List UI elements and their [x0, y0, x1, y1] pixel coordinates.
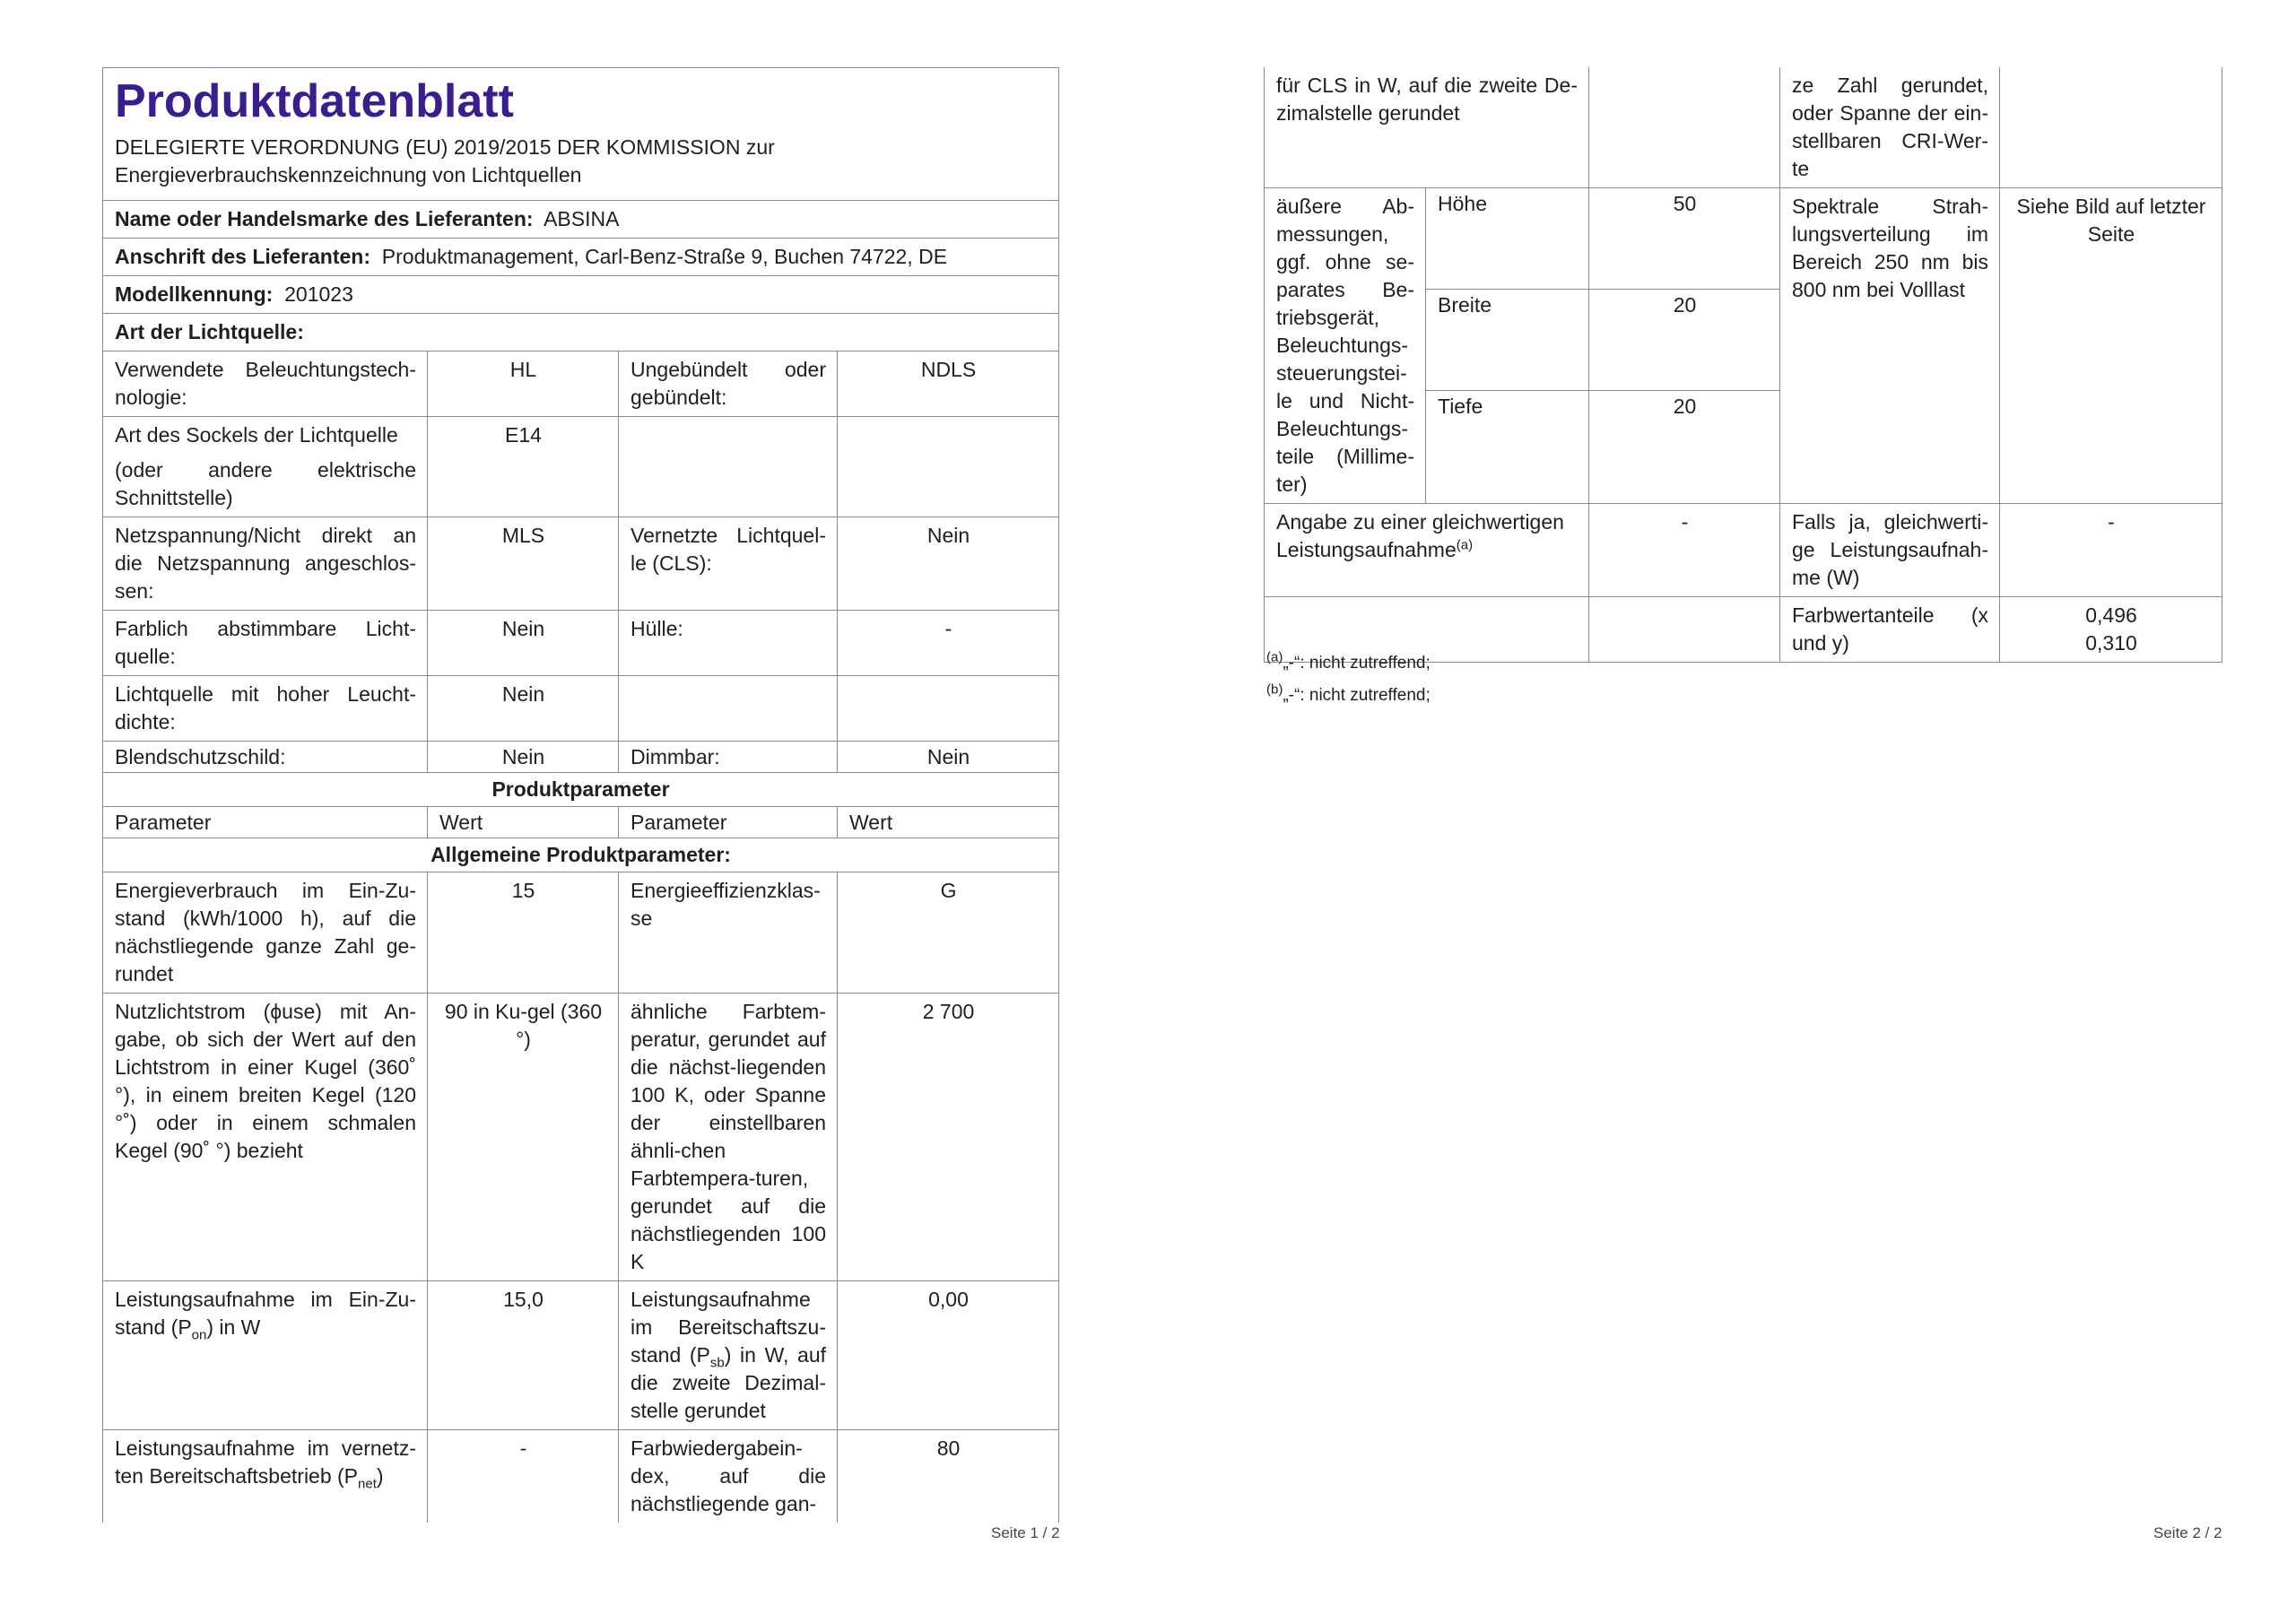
on-mode-power-value: 15,0	[428, 1281, 619, 1430]
dimmable-value: Nein	[838, 742, 1059, 773]
empty-cell	[1589, 67, 1780, 188]
efficiency-class-value: G	[838, 872, 1059, 994]
standby-power-value: 0,00	[838, 1281, 1059, 1430]
empty-cell	[838, 417, 1059, 517]
page-2	[1148, 0, 2296, 1623]
networked-standby-power-label: Leistungsaufnahme im vernetz-ten Bereitschaftsbetrieb $(P_{net})$	[103, 1430, 428, 1523]
equivalent-power-label: Angabe zu einer gleichwertigen Leistungsaufnahme$^{(a)}$	[1265, 504, 1589, 597]
networked-standby-continued: für CLS in W, auf die zweite De-zimalstelle gerundet	[1265, 67, 1589, 188]
dimmable-label: Dimmbar:	[619, 742, 838, 773]
luminous-flux-value: 90 in Ku-gel (360 °)	[428, 994, 619, 1281]
mains-value: MLS	[428, 517, 619, 611]
chromaticity-value	[2000, 597, 2222, 663]
energy-consumption-value: 15	[428, 872, 619, 994]
envelope-label: Hülle:	[619, 611, 838, 676]
luminous-flux-label: Nutzlichtstrom (ϕuse) mit An-gabe, ob sich der Wert auf den Lichtstrom in einer Kugel (360˚ °), in einem breiten Kegel (120 °˚) oder in einem schmalen Kegel (90˚ °) bezieht	[103, 994, 428, 1281]
colour-temperature-label: ähnliche Farbtem-peratur, gerundet auf die nächst-liegenden 100 K, oder Spanne der einstellbaren ähnli-chen Farbtempera-turen, gerundet auf die nächstliegenden 100 K	[619, 994, 838, 1281]
column-header-parameter: Parameter	[103, 807, 428, 838]
equivalent-power-watt-label: Falls ja, gleichwerti-ge Leistungsaufnah-me (W)	[1780, 504, 2000, 597]
supplier-address-value: Produktmanagement, Carl-Benz-Straße 9, Buchen 74722, DE	[381, 245, 948, 268]
width-value: 20	[1589, 290, 1780, 391]
envelope-value: -	[838, 611, 1059, 676]
spectral-distribution-value: Siehe Bild auf letzter Seite	[2000, 188, 2222, 504]
page-title: Produktdatenblatt	[115, 75, 514, 127]
supplier-address-row	[103, 239, 1059, 276]
cri-value: 80	[838, 1430, 1059, 1523]
on-mode-power-label: Leistungsaufnahme im Ein-Zu-stand $(P_{on})$ in W	[103, 1281, 428, 1430]
footnotes	[1266, 647, 1431, 712]
anti-glare-value: Nein	[428, 742, 619, 773]
depth-value: 20	[1589, 391, 1780, 504]
light-source-type-label: Art der Lichtquelle:	[103, 314, 1059, 352]
general-params-heading: Allgemeine Produktparameter:	[103, 838, 1059, 872]
standby-power-label: Leistungsaufnahme im Bereitschaftszu-stand $(P_{sb})$ in W, auf die zweite Dezimal-stelle gerundet	[619, 1281, 838, 1430]
energy-consumption-label: Energieverbrauch im Ein-Zu-stand (kWh/1000 h), auf die nächstliegende ganze Zahl ge-rundet	[103, 872, 428, 994]
page-number: Seite 1 / 2	[991, 1524, 1060, 1541]
model-value: 201023	[284, 282, 353, 306]
empty-cell	[619, 417, 838, 517]
regulation-subtitle: DELEGIERTE VERORDNUNG (EU) 2019/2015 DER KOMMISSION zur Energieverbrauchskennzeichnung von Lichtquellen	[115, 135, 775, 187]
cls-value: Nein	[838, 517, 1059, 611]
technology-label: Verwendete Beleuchtungstech-nologie:	[103, 352, 428, 417]
column-header-value: Wert	[428, 807, 619, 838]
width-label: Breite	[1426, 290, 1589, 391]
supplier-name-value: ABSINA	[544, 207, 620, 230]
cls-label: Vernetzte Lichtquel-le (CLS):	[619, 517, 838, 611]
supplier-address-label: Anschrift des Lieferanten:	[115, 245, 370, 268]
cap-label-cell	[103, 417, 428, 517]
chromaticity-y: 0,310	[2085, 631, 2137, 655]
depth-label: Tiefe	[1426, 391, 1589, 504]
tunable-label: Farblich abstimmbare Licht-quelle:	[103, 611, 428, 676]
cap-label-line-2: (oder andere elektrische Schnittstelle)	[115, 458, 416, 509]
cap-value: E14	[428, 417, 619, 517]
model-row	[103, 276, 1059, 314]
product-data-table-page-2	[1264, 67, 2222, 663]
anti-glare-label: Blendschutzschild:	[103, 742, 428, 773]
supplier-name-row	[103, 201, 1059, 239]
cri-continued: ze Zahl gerundet, oder Spanne der ein-stellbaren CRI-Wer-te	[1780, 67, 2000, 188]
header-cell	[103, 68, 1059, 201]
empty-cell	[1589, 597, 1780, 663]
footnote-a: $^{(a)}$„-“: nicht zutreffend;	[1266, 649, 1431, 673]
equivalent-power-claim-value: -	[1589, 504, 1780, 597]
cap-label-line-1: Art des Sockels der Lichtquelle	[115, 423, 398, 447]
tunable-value: Nein	[428, 611, 619, 676]
mains-label: Netzspannung/Nicht direkt an die Netzspannung angeschlos-sen:	[103, 517, 428, 611]
directional-label: Ungebündelt oder gebündelt:	[619, 352, 838, 417]
dimensions-label: äußere Ab-messungen, ggf. ohne se-parates Be-triebsgerät, Beleuchtungs-steuerungstei-le und Nicht-Beleuchtungs-teile (Millime-ter)	[1265, 188, 1426, 504]
height-value: 50	[1589, 188, 1780, 290]
product-params-heading: Produktparameter	[103, 773, 1059, 807]
model-label: Modellkennung:	[115, 282, 274, 306]
product-data-table-page-1	[102, 67, 1059, 1523]
column-header-value: Wert	[838, 807, 1059, 838]
networked-standby-power-value: -	[428, 1430, 619, 1523]
high-luminance-value: Nein	[428, 676, 619, 742]
cri-label: Farbwiedergabein-dex, auf die nächstliegende gan-	[619, 1430, 838, 1523]
chromaticity-x: 0,496	[2085, 603, 2137, 627]
page-number: Seite 2 / 2	[2153, 1524, 2222, 1541]
supplier-name-label: Name oder Handelsmarke des Lieferanten:	[115, 207, 534, 230]
equivalent-power-watt-value: -	[2000, 504, 2222, 597]
empty-cell	[619, 676, 838, 742]
efficiency-class-label: Energieeffizienzklas-se	[619, 872, 838, 994]
height-label: Höhe	[1426, 188, 1589, 290]
chromaticity-label: Farbwertanteile (x und y)	[1780, 597, 2000, 663]
empty-cell	[2000, 67, 2222, 188]
footnote-b: $^{(b)}$„-“: nicht zutreffend;	[1266, 681, 1431, 705]
directional-value: NDLS	[838, 352, 1059, 417]
column-header-parameter: Parameter	[619, 807, 838, 838]
high-luminance-label: Lichtquelle mit hoher Leucht-dichte:	[103, 676, 428, 742]
spectral-distribution-label: Spektrale Strah-lungsverteilung im Bereich 250 nm bis 800 nm bei Volllast	[1780, 188, 2000, 504]
colour-temperature-value: 2 700	[838, 994, 1059, 1281]
technology-value: HL	[428, 352, 619, 417]
empty-cell	[838, 676, 1059, 742]
